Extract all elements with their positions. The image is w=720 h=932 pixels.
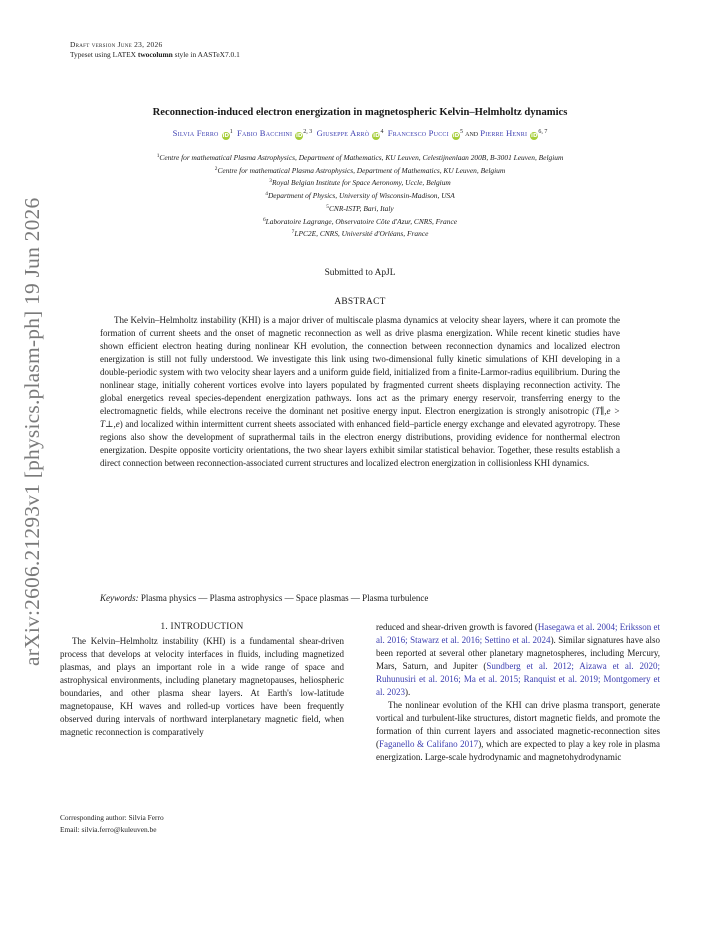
- author-affil: 1: [229, 129, 233, 135]
- paper-title: Reconnection-induced electron energization in magnetospheric Kelvin–Helmholtz dynamics: [152, 107, 568, 118]
- abstract-text: The Kelvin–Helmholtz instability (KHI) is a major driver of multiscale plasma dynamics at velocity shear layers, where it can promote the formation of current sheets and the onset of magnetic reconnection as well as drive plasma energization. While recent kinetic studies have shown efficient electron heating during nonlinear KH evolution, the connection between reconnection dynamics and localized electron energization is still not fully understood. We investigate this link using two-dimensional fully kinetic simulations of KHI developing in a double-periodic system with two velocity shear layers and a uniform guide field, initialized from a finite-Larmor-radius equilibrium. During the nonlinear stage, initially coherent vortices evolve into layers populated by fragmented current sheets displaying reconnection activity. The global energetics reveal species-dependent energization pathways. Ions act as the primary energy reservoir, transferring energy to the electromagnetic fields, while electrons receive the dominant net positive energy input. Electron energization is strongly anisotropic (T∥,e > T⊥,e) and localized within intermittent current sheets associated with enhanced field–particle energy exchange and elevated agyrotropy. These regions also show the development of suprathermal tails in the electron energy distributions, providing evidence for nonthermal electron energization. Despite opposite vorticity orientations, the two shear layers exhibit similar statistical behavior. Together, these results establish a direct connection between reconnection-associated current structures and localized electron energization in collisionless KHI dynamics.: [100, 315, 620, 468]
- author-affil: 6, 7: [538, 129, 548, 135]
- corresponding-author: Corresponding author: Silvia Ferro: [60, 813, 164, 822]
- preamble: [70, 40, 240, 60]
- author-name[interactable]: Giuseppe Arrò: [316, 128, 370, 138]
- affiliation-list: [40, 151, 680, 240]
- affiliation: $^7$LPC2E, CNRS, Université d'Orléans, France: [291, 229, 429, 239]
- citation-link[interactable]: Hasegawa et al. 2004; Eriksson et al. 2016; Stawarz et al. 2016; Settino et al. 2024: [376, 622, 660, 645]
- keywords-label: Keywords:: [100, 593, 139, 603]
- author-name[interactable]: Pierre Henri: [480, 128, 528, 138]
- submission-note: Submitted to ApJL: [324, 268, 396, 278]
- orcid-icon[interactable]: iD: [296, 133, 303, 139]
- orcid-icon[interactable]: iD: [373, 133, 380, 139]
- abstract-heading: ABSTRACT: [334, 297, 386, 307]
- affiliation: $^6$Laboratoire Lagrange, Observatoire Côte d'Azur, CNRS, France: [262, 216, 458, 226]
- affiliation: $^1$Centre for mathematical Plasma Astrophysics, Department of Mathematics, KU Leuven, Celestijnenlaan 200B, B-3001 Leuven, Belgium: [156, 153, 564, 162]
- left-column: [60, 621, 344, 739]
- affiliation: $^5$CNR-ISTP, Bari, Italy: [326, 203, 394, 213]
- affiliation: $^3$Royal Belgian Institute for Space Aeronomy, Uccle, Belgium: [269, 178, 451, 188]
- affiliation: $^4$Department of Physics, University of Wisconsin-Madison, USA: [265, 191, 455, 201]
- draft-version: Draft version June 23, 2026: [70, 40, 163, 49]
- twocolumn-word: twocolumn: [137, 50, 173, 59]
- author-affil: 5: [459, 129, 463, 135]
- body-paragraph: The nonlinear evolution of the KHI can drive plasma transport, generate vortical and turbulent-like structures, distort magnetic fields, and promote the formation of thin current layers and associated magnetic-reconnection sites (Faganello & Califano 2017), which are expected to play a key role in plasma energization. Large-scale hydrodynamic and magnetohydrodynamic: [376, 700, 661, 762]
- latex-suffix: ATEX: [117, 50, 136, 59]
- affiliation: $^2$Centre for mathematical Plasma Astrophysics, Department of Mathematics, KU Leuven, Belgium: [214, 165, 506, 175]
- arxiv-identifier-stamp: arXiv:2606.21293v1 [physics.plasm-ph] 19 Jun 2026: [20, 197, 44, 666]
- citation-link[interactable]: Sundberg et al. 2012; Aizawa et al. 2020; Ruhunusiri et al. 2016; Ma et al. 2015; Ranquist et al. 2019; Montgomery et al. 2023: [376, 661, 660, 697]
- author-conjunction: and: [465, 128, 479, 138]
- typeset-line: Typeset using LATEX twocolumn style in AASTeX7.0.1: [70, 50, 240, 59]
- keywords: [100, 593, 660, 603]
- temperature-inequality: T∥,e > T⊥,e: [100, 406, 620, 429]
- right-column: [376, 621, 660, 764]
- author-affil: 2, 3: [303, 129, 313, 135]
- author-name[interactable]: Silvia Ferro: [172, 128, 219, 138]
- citation-link[interactable]: Faganello & Califano 2017: [379, 739, 479, 749]
- orcid-icon[interactable]: iD: [452, 133, 460, 139]
- author-list: [40, 128, 680, 140]
- author-affil: 4: [380, 129, 384, 135]
- body-paragraph: The Kelvin–Helmholtz instability (KHI) is a fundamental shear-driven process that develops at velocity interfaces in fluids, including magnetized plasmas, and plays an important role in a wide range of space and astrophysical environments, including planetary magnetopauses, heliospheric boundaries, and other plasma shear layers. At Earth's low-latitude magnetopause, KH waves and rolled-up vortices have been frequently observed during intervals of northward interplanetary magnetic field, when magnetic reconnection is comparatively: [60, 636, 344, 737]
- section-heading: 1. INTRODUCTION: [160, 621, 244, 631]
- orcid-icon[interactable]: iD: [222, 133, 229, 139]
- keywords-list: Plasma physics — Plasma astrophysics — Space plasmas — Plasma turbulence: [140, 593, 429, 603]
- body-paragraph: reduced and shear-driven growth is favored (Hasegawa et al. 2004; Eriksson et al. 2016; Stawarz et al. 2016; Settino et al. 2024). Similar signatures have also been reported at several other planetary magnetospheres, including Mercury, Mars, Saturn, and Jupiter (Sundberg et al. 2012; Aizawa et al. 2020; Ruhunusiri et al. 2016; Ma et al. 2015; Ranquist et al. 2019; Montgomery et al. 2023).: [376, 622, 660, 697]
- orcid-icon[interactable]: iD: [531, 133, 538, 139]
- author-name[interactable]: Fabio Bacchini: [237, 128, 293, 138]
- author-email[interactable]: Email: silvia.ferro@kuleuven.be: [60, 825, 157, 834]
- corresponding-author-footnote: [60, 812, 344, 836]
- author-name[interactable]: Francesco Pucci: [387, 128, 449, 138]
